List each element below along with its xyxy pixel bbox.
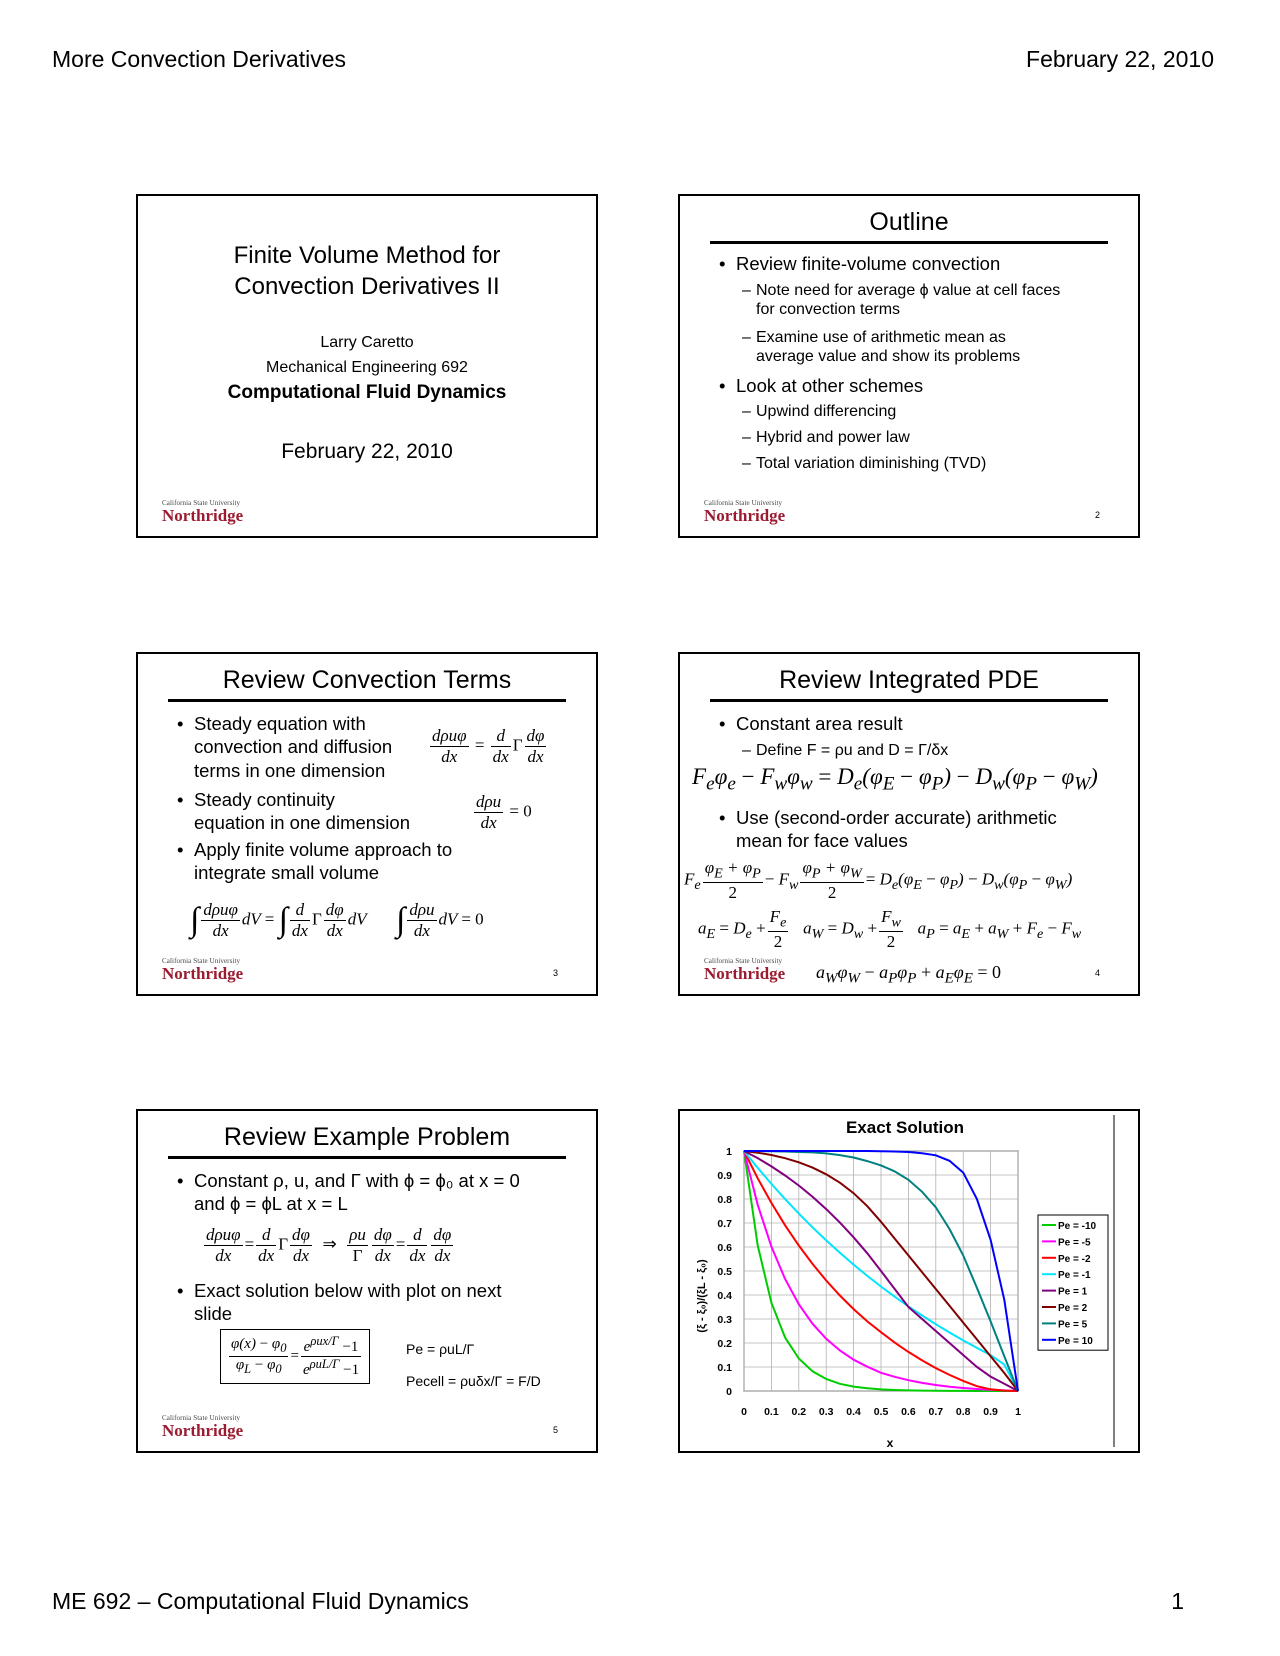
slide-5 bbox=[136, 1109, 598, 1453]
slide-4 bbox=[678, 652, 1140, 996]
page-number: 5 bbox=[552, 1425, 558, 1435]
equation-arithmetic-mean: $F_e$ $\frac{\varphi_E + \varphi_P}{2}$ − $F_w$ $\frac{\varphi_P + \varphi_W}{2}$ = $D_e(\varphi_E - \varphi_P) - D_w(\varphi_P - \varphi_W)$ bbox=[684, 858, 1073, 903]
y-tick-label: 0.1 bbox=[717, 1362, 732, 1374]
y-tick-label: 0.7 bbox=[717, 1218, 732, 1230]
bullet-cont: and ϕ = ϕL at x = L bbox=[194, 1193, 348, 1214]
page-number: 3 bbox=[552, 968, 558, 978]
equation-fluxes: $F_e\varphi_e - F_w\varphi_w = D_e(\varphi_E - \varphi_P) - D_w(\varphi_P - \varphi_W)$ bbox=[692, 764, 1098, 795]
sub-bullet: – Examine use of arithmetic mean as bbox=[756, 327, 1006, 348]
legend-label: Pe = 1 bbox=[1058, 1286, 1088, 1298]
title-rule bbox=[710, 699, 1108, 702]
slide1-author: Larry Caretto bbox=[320, 334, 414, 351]
x-tick-label: 0.9 bbox=[983, 1406, 998, 1418]
slide4-title: Review Integrated PDE bbox=[779, 666, 1039, 694]
title-rule bbox=[168, 1156, 566, 1159]
slide-2 bbox=[678, 194, 1140, 538]
equation-momentum: $\frac{\text{dρuφ}}{dx}$ = $\frac{d}{dx}$ Γ $\frac{d\varphi}{dx}$ bbox=[432, 726, 545, 766]
y-tick-label: 0.8 bbox=[717, 1194, 732, 1206]
legend-label: Pe = -5 bbox=[1058, 1237, 1091, 1249]
x-tick-label: 0.4 bbox=[846, 1406, 861, 1418]
y-tick-label: 0.9 bbox=[717, 1170, 732, 1182]
sub-bullet: – Define F = ρu and D = Γ/δx bbox=[756, 740, 948, 761]
x-tick-label: 0.8 bbox=[955, 1406, 971, 1418]
bullet-cont: equation in one dimension bbox=[194, 812, 410, 833]
footer-page-number: 1 bbox=[1171, 1588, 1184, 1614]
csun-logo: California State University Northridge bbox=[704, 957, 786, 983]
chart-title: Exact Solution bbox=[845, 1118, 965, 1137]
equation-problem: $\frac{\text{dρuφ}}{dx}$ = $\frac{d}{dx}$ Γ $\frac{d\varphi}{dx}$ ⇒ $\frac{\rho u}{\Gamma}$ $\frac{d\varphi}{dx}$ = $\frac{d}{dx}$ $\frac{d\varphi}{dx}$ bbox=[206, 1225, 452, 1265]
exact-solution-chart bbox=[680, 1111, 1138, 1451]
legend-label: Pe = 10 bbox=[1058, 1335, 1093, 1347]
bullet-cont: integrate small volume bbox=[194, 862, 380, 883]
bullet: • Constant area result bbox=[736, 712, 903, 736]
footer-course: ME 692 – Computational Fluid Dynamics bbox=[52, 1588, 469, 1614]
equation-coefficients: $a_E = D_e$ + $\frac{F_e}{2}$ $a_W = D_w$ + $\frac{F_w}{2}$ $a_P = a_E + a_W + F_e - F_w$ bbox=[698, 907, 1082, 952]
equation-continuity: $\frac{\text{dρu}}{dx}$ = 0 bbox=[476, 792, 532, 832]
csun-logo: California State University Northridge bbox=[162, 499, 244, 525]
legend-label: Pe = -2 bbox=[1058, 1253, 1091, 1265]
bullet: • Apply finite volume approach to bbox=[194, 838, 452, 862]
chart-x-label: x bbox=[886, 1436, 894, 1450]
x-tick-label: 0.7 bbox=[928, 1406, 944, 1418]
sub-bullet-cont: for convection terms bbox=[756, 301, 901, 318]
y-tick-label: 0.4 bbox=[717, 1290, 732, 1302]
peclet-number: Pe = ρuL/Γ bbox=[406, 1341, 475, 1357]
equation-discrete: $a_W\varphi_W - a_P\varphi_P + a_E\varphi_E = 0$ bbox=[816, 962, 1002, 987]
sub-bullet-cont: average value and show its problems bbox=[756, 348, 1021, 365]
x-tick-label: 0.3 bbox=[818, 1406, 834, 1418]
x-tick-label: 0.1 bbox=[764, 1406, 779, 1418]
slide-3 bbox=[136, 652, 598, 996]
sub-bullet: – Note need for average ϕ value at cell faces bbox=[756, 280, 1060, 301]
header-title: More Convection Derivatives bbox=[52, 46, 347, 72]
y-tick-label: 0.3 bbox=[717, 1314, 732, 1326]
bullet: • Constant ρ, u, and Γ with ϕ = ϕ₀ at x = 0 bbox=[194, 1169, 520, 1193]
title-rule bbox=[168, 699, 566, 702]
x-tick-label: 0.2 bbox=[791, 1406, 807, 1418]
legend-label: Pe = 5 bbox=[1058, 1319, 1088, 1331]
bullet: • Look at other schemes bbox=[736, 374, 923, 398]
slide-6 bbox=[678, 1109, 1140, 1453]
slide1-title-line1: Finite Volume Method for bbox=[233, 242, 501, 269]
y-tick-label: 0.6 bbox=[717, 1242, 732, 1254]
x-tick-label: 0.5 bbox=[873, 1406, 889, 1418]
slide1-course: Computational Fluid Dynamics bbox=[227, 382, 507, 403]
slide1-dept: Mechanical Engineering 692 bbox=[266, 359, 468, 376]
slide1-date: February 22, 2010 bbox=[281, 440, 453, 463]
exact-solution-box: $\frac{\varphi(x) - \varphi_0}{\varphi_L - \varphi_0}$ = $\frac{e^{\rho ux/\Gamma} -1}{e^{\rho uL/\Gamma} -1}$ bbox=[220, 1329, 370, 1384]
y-tick-label: 0.5 bbox=[717, 1266, 732, 1278]
sub-bullet: – Total variation diminishing (TVD) bbox=[756, 453, 986, 474]
slide5-title: Review Example Problem bbox=[223, 1123, 511, 1151]
page-number: 2 bbox=[1094, 510, 1100, 520]
slide2-title: Outline bbox=[869, 208, 949, 236]
bullet: • Steady continuity bbox=[194, 788, 335, 812]
y-tick-label: 0.2 bbox=[717, 1338, 732, 1350]
x-tick-label: 0 bbox=[741, 1406, 747, 1418]
y-tick-label: 1 bbox=[726, 1146, 732, 1158]
header-date: February 22, 2010 bbox=[1026, 46, 1214, 72]
x-tick-label: 1 bbox=[1015, 1406, 1021, 1418]
legend-label: Pe = -10 bbox=[1058, 1221, 1097, 1232]
bullet: • Use (second-order accurate) arithmetic bbox=[736, 806, 1057, 830]
csun-logo: California State University Northridge bbox=[704, 499, 786, 525]
cell-peclet-number: Pecell = ρuδx/Γ = F/D bbox=[406, 1373, 541, 1389]
bullet-cont: convection and diffusion bbox=[194, 736, 393, 757]
bullet-cont: slide bbox=[194, 1303, 233, 1324]
slide3-title: Review Convection Terms bbox=[222, 666, 512, 694]
chart-y-label: (ξ - ξ₀)/(ξL - ξ₀) bbox=[696, 1259, 708, 1333]
bullet: • Steady equation with bbox=[194, 712, 366, 736]
slide1-title-line2: Convection Derivatives II bbox=[234, 273, 500, 300]
bullet-cont: mean for face values bbox=[736, 830, 908, 851]
sub-bullet: – Upwind differencing bbox=[756, 401, 896, 422]
page-number: 4 bbox=[1094, 968, 1100, 978]
sub-bullet: – Hybrid and power law bbox=[756, 427, 910, 448]
bullet: • Exact solution below with plot on next bbox=[194, 1279, 501, 1303]
csun-logo: California State University Northridge bbox=[162, 1414, 244, 1440]
csun-logo: California State University Northridge bbox=[162, 957, 244, 983]
legend-label: Pe = 2 bbox=[1058, 1303, 1088, 1314]
equation-integral: ∫ $\frac{\text{dρuφ}}{dx}$ dV = ∫ $\frac{d}{dx}$ Γ $\frac{d\varphi}{dx}$ dV ∫ $\frac{\text{dρu}}{dx}$ dV = 0 bbox=[190, 900, 484, 940]
legend-label: Pe = -1 bbox=[1058, 1270, 1091, 1282]
title-rule bbox=[710, 241, 1108, 244]
bullet: • Review finite-volume convection bbox=[736, 252, 1000, 276]
y-tick-label: 0 bbox=[726, 1386, 732, 1398]
x-tick-label: 0.6 bbox=[901, 1406, 916, 1418]
slide-1 bbox=[136, 194, 598, 538]
bullet-cont: terms in one dimension bbox=[194, 760, 386, 781]
